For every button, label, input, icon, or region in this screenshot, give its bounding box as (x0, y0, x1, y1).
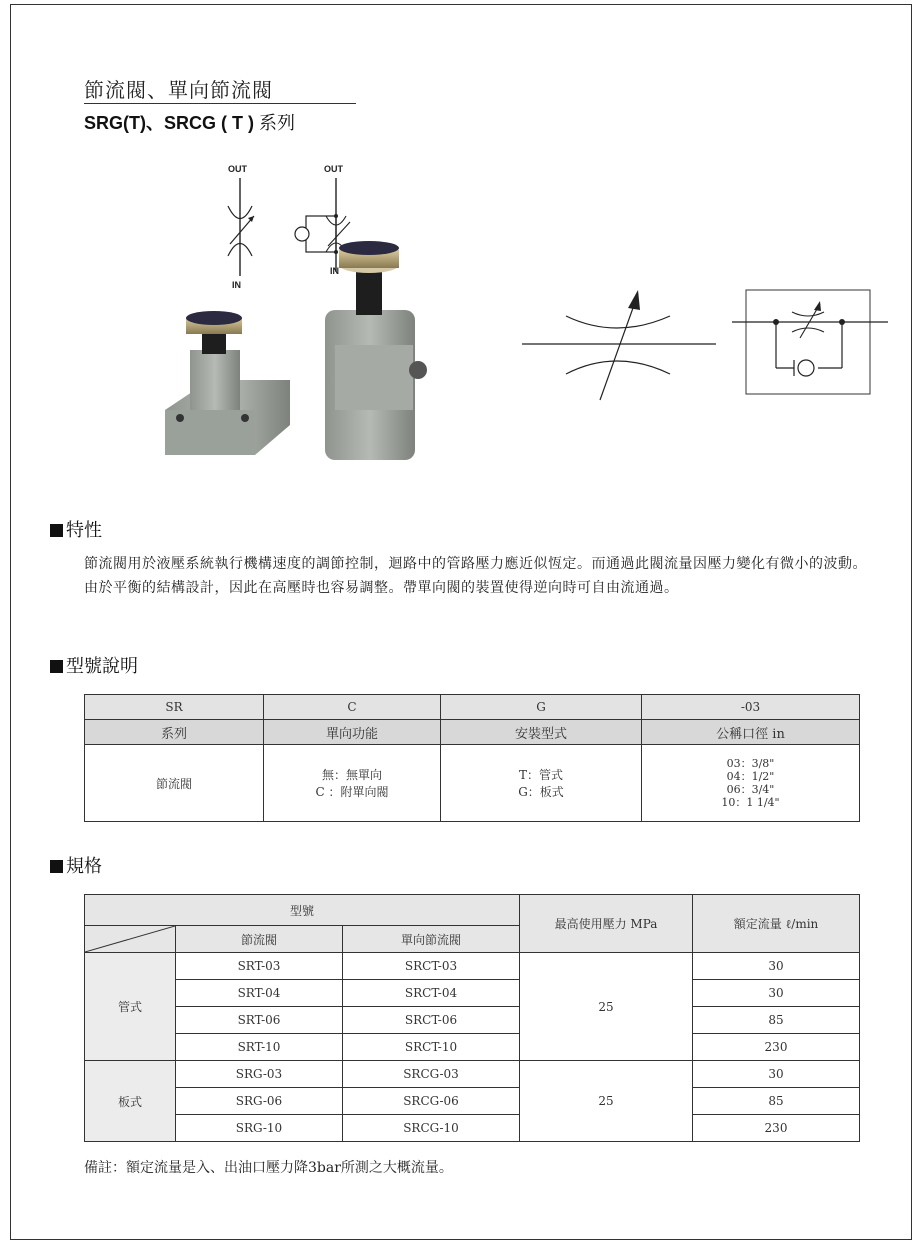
check-throttle-model: SRCT-10 (343, 1034, 520, 1061)
code-series: SR (85, 695, 264, 720)
throttle-model: SRG-10 (176, 1115, 343, 1142)
features-text: 節流閥用於液壓系統執行機構速度的調節控制，迴路中的管路壓力應近似恆定。而通過此閥流量因壓力變化有微小的波動。由於平衡的結構設計，因此在高壓時也容易調整。帶單向閥的裝置使得逆向時可自由流通過。 (84, 556, 867, 596)
check-throttle-valve-symbol-icon (730, 288, 890, 398)
spec-table (84, 894, 860, 1142)
header-check: 單向功能 (264, 720, 441, 745)
max-pressure: 25 (520, 953, 693, 1061)
check-option: 無：無單向 (321, 768, 382, 782)
spec-heading-text: 規格 (66, 856, 102, 877)
valve-product-photo (160, 230, 430, 460)
mount-option: G：板式 (518, 785, 564, 799)
check-throttle-header: 單向節流閥 (343, 926, 520, 953)
square-bullet-icon (50, 860, 63, 873)
table-row (85, 1007, 860, 1034)
rated-flow: 30 (693, 1061, 860, 1088)
table-row (85, 1034, 860, 1061)
footnote: 備註：額定流量是入、出油口壓力降3bar所測之大概流量。 (84, 1160, 453, 1176)
mount-options (441, 745, 642, 822)
features-heading-text: 特性 (66, 520, 102, 541)
table-row (85, 980, 860, 1007)
rated-flow: 30 (693, 953, 860, 980)
model-series-title (84, 109, 295, 135)
rated-flow: 30 (693, 980, 860, 1007)
check-throttle-model: SRCT-06 (343, 1007, 520, 1034)
mount-option: T：管式 (518, 768, 563, 782)
diagonal-line-icon (85, 926, 175, 952)
table-row (85, 1115, 860, 1142)
model-header: 型號 (85, 895, 520, 926)
group-type: 管式 (85, 953, 176, 1061)
rated-flow: 230 (693, 1115, 860, 1142)
table-row (85, 953, 860, 980)
check-options (264, 745, 441, 822)
model-explain-heading-text: 型號說明 (66, 656, 138, 677)
throttle-model: SRG-03 (176, 1061, 343, 1088)
flow-header: 額定流量 ℓ/min (693, 895, 860, 953)
model-suffix: 系列 (259, 113, 295, 134)
model-name: SRG(T)、SRCG ( T ) (84, 113, 254, 133)
size-option: 10：1 1/4" (721, 796, 780, 809)
throttle-valve-symbol-icon (520, 282, 720, 406)
throttle-model: SRT-06 (176, 1007, 343, 1034)
size-option: 04：1/2" (726, 770, 775, 783)
check-throttle-model: SRCG-06 (343, 1088, 520, 1115)
symbol-out-label-2: OUT (324, 164, 343, 174)
code-check: C (264, 695, 441, 720)
max-pressure: 25 (520, 1061, 693, 1142)
pressure-header: 最高使用壓力 MPa (520, 895, 693, 953)
size-option: 03：3/8" (726, 757, 775, 770)
symbol-out-label-1: OUT (228, 164, 247, 174)
header-series: 系列 (85, 720, 264, 745)
check-throttle-model: SRCT-04 (343, 980, 520, 1007)
model-code-table (84, 694, 860, 822)
square-bullet-icon (50, 660, 63, 673)
check-throttle-model: SRCG-03 (343, 1061, 520, 1088)
check-throttle-model: SRCG-10 (343, 1115, 520, 1142)
rated-flow: 85 (693, 1088, 860, 1115)
title-divider (84, 103, 356, 104)
throttle-model: SRT-04 (176, 980, 343, 1007)
check-option: C ：附單向閥 (315, 785, 389, 799)
throttle-model: SRT-10 (176, 1034, 343, 1061)
code-mount: G (441, 695, 642, 720)
symbol-in-label-1: IN (232, 280, 241, 290)
group-type: 板式 (85, 1061, 176, 1142)
series-value: 節流閥 (85, 745, 264, 822)
size-options (642, 745, 860, 822)
features-heading (50, 516, 102, 542)
square-bullet-icon (50, 524, 63, 537)
table-row (85, 1088, 860, 1115)
rated-flow: 85 (693, 1007, 860, 1034)
header-mount: 安裝型式 (441, 720, 642, 745)
spec-heading (50, 852, 102, 878)
table-row (85, 1061, 860, 1088)
size-option: 06：3/4" (726, 783, 775, 796)
check-throttle-model: SRCT-03 (343, 953, 520, 980)
throttle-header: 節流閥 (176, 926, 343, 953)
header-size: 公稱口徑 in (642, 720, 860, 745)
throttle-model: SRG-06 (176, 1088, 343, 1115)
rated-flow: 230 (693, 1034, 860, 1061)
model-explain-heading (50, 652, 138, 678)
code-size: -03 (642, 695, 860, 720)
throttle-model: SRT-03 (176, 953, 343, 980)
symbol-in-label-2: IN (330, 266, 339, 276)
page-title: 節流閥、單向節流閥 (84, 78, 273, 102)
diagonal-cell (85, 926, 176, 953)
